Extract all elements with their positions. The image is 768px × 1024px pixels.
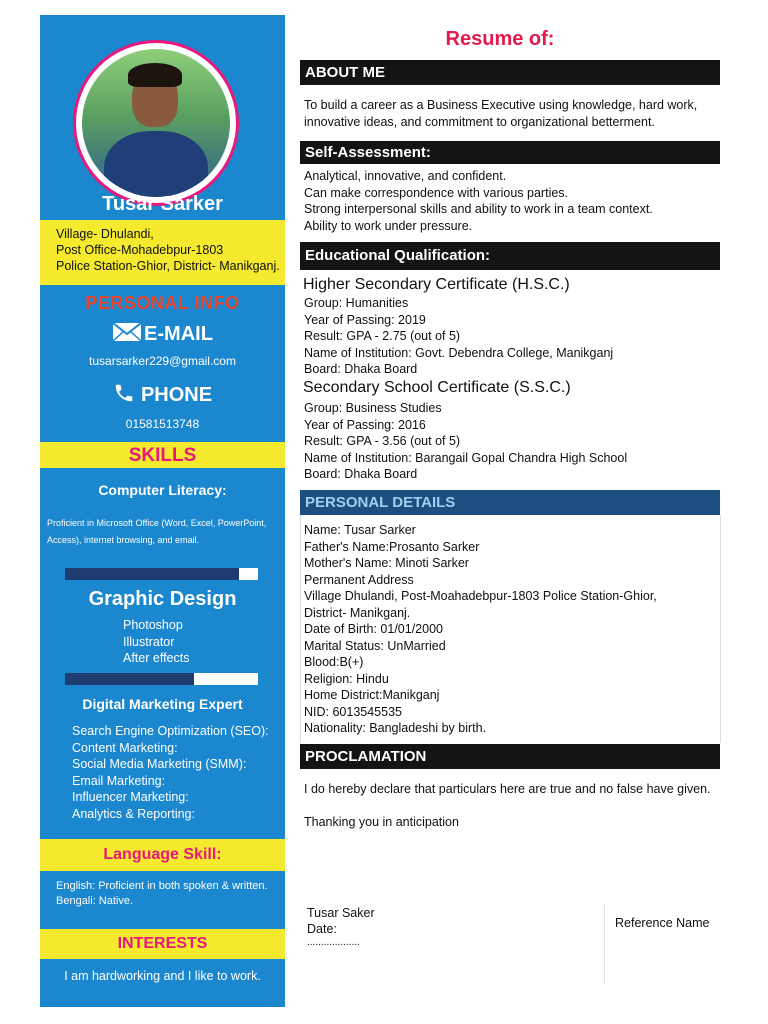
main-content — [285, 0, 768, 1024]
personal-details-list: Name: Tusar Sarker Father's Name:Prosanto Sarker Mother's Name: Minoti Sarker Permanent Address Village Dhulandi, Post-Moahadebpur-1803 Police Station-Ghior, District- Manikganj. Date of Birth: 01/01/2000 Marital Status: UnMarried Blood:B(+) Religion: Hindu Home District:Manikganj NID: 6013545535 Nationality: Bangladeshi by birth. — [304, 523, 657, 735]
list-item: Search Engine Optimization (SEO): — [72, 724, 269, 738]
email-heading: E-MAIL — [40, 322, 285, 346]
page-title: Resume of: — [445, 28, 555, 50]
digital-marketing-heading: Digital Marketing Expert — [82, 696, 243, 712]
reference-label: Reference Name — [615, 916, 710, 930]
address-block — [40, 220, 285, 285]
list-item: English: Proficient in both spoken & written. — [56, 880, 268, 892]
computer-literacy-text: Proficient in Microsoft Office (Word, Excel, PowerPoint, Access), internet browsing, and email. — [47, 518, 267, 545]
hsc-details: Group: Humanities Year of Passing: 2019 Result: GPA - 2.75 (out of 5) Name of Institution: Govt. Debendra College, Manikganj Board: Dhaka Board — [304, 296, 614, 376]
sidebar — [40, 15, 285, 1007]
list-item: Bengali: Native. — [56, 895, 134, 907]
list-item: Analytics & Reporting: — [72, 806, 195, 821]
address-line: Post Office-Mohadebpur-1803 — [56, 243, 224, 257]
phone-icon — [113, 382, 135, 404]
signature-block — [307, 905, 375, 949]
profile-photo-frame — [73, 40, 239, 206]
about-text: To build a career as a Business Executive using knowledge, hard work, innovative ideas, and commitment to organizational betterment. — [304, 98, 698, 129]
education-heading: Educational Qualification: — [300, 242, 720, 270]
graphic-design-heading: Graphic Design — [88, 588, 237, 610]
computer-literacy-heading: Computer Literacy: — [98, 482, 227, 498]
ssc-title: Secondary School Certificate (S.S.C.) — [303, 379, 571, 396]
personal-details-heading: PERSONAL DETAILS — [300, 490, 720, 515]
list-item: Ability to work under pressure. — [304, 218, 473, 233]
progress-fill — [65, 568, 239, 580]
email-value: tusarsarker229@gmail.com — [89, 354, 236, 368]
signature-name: Tusar Saker — [307, 906, 375, 920]
list-item: Strong interpersonal skills and ability to work in a team context. — [304, 202, 653, 216]
graphic-design-list — [123, 617, 189, 667]
list-item: Photoshop — [123, 618, 183, 632]
personal-info-heading: PERSONAL INFO — [85, 293, 240, 313]
list-item: After effects — [123, 651, 190, 665]
thanks-text: Thanking you in anticipation — [304, 815, 459, 829]
divider — [604, 905, 605, 985]
phone-heading: PHONE — [40, 382, 285, 407]
self-assessment-list — [304, 168, 724, 234]
list-item: Social Media Marketing (SMM): — [72, 757, 247, 771]
interests-text: I am hardworking and I like to work. — [64, 969, 261, 983]
list-item: Analytical, innovative, and confident. — [304, 169, 507, 183]
mail-icon — [112, 322, 142, 342]
phone-value: 01581513748 — [125, 417, 200, 431]
progress-fill — [65, 673, 194, 685]
hsc-title: Higher Secondary Certificate (H.S.C.) — [303, 276, 570, 293]
proclamation-heading: PROCLAMATION — [300, 744, 720, 769]
proclamation-text: I do hereby declare that particulars here are true and no false have given. — [304, 782, 711, 796]
graphic-design-progress — [65, 673, 258, 685]
ssc-details: Group: Business Studies Year of Passing: 2016 Result: GPA - 3.56 (out of 5) Name of Institution: Barangail Gopal Chandra High School Board: Dhaka Board — [304, 401, 628, 481]
list-item: Influencer Marketing: — [72, 790, 189, 804]
computer-literacy-progress — [65, 568, 258, 580]
self-assessment-heading: Self-Assessment: — [300, 141, 720, 164]
language-heading: Language Skill: — [40, 839, 285, 871]
skills-heading: SKILLS — [40, 442, 285, 468]
profile-photo — [82, 49, 230, 197]
language-list — [56, 879, 268, 909]
list-item: Illustrator — [123, 634, 175, 649]
date-line: ................... — [307, 937, 360, 948]
candidate-name: Tusar Sarker — [102, 193, 223, 215]
address-line: Village- Dhulandi, — [56, 227, 154, 241]
digital-marketing-list — [72, 723, 269, 822]
list-item: Content Marketing: — [72, 740, 178, 755]
list-item: Email Marketing: — [72, 773, 166, 788]
list-item: Can make correspondence with various parties. — [304, 185, 569, 200]
date-label: Date: — [307, 922, 337, 936]
interests-heading: INTERESTS — [40, 929, 285, 959]
about-heading: ABOUT ME — [300, 60, 720, 85]
address-line: Police Station-Ghior, District- Manikganj. — [56, 259, 280, 273]
